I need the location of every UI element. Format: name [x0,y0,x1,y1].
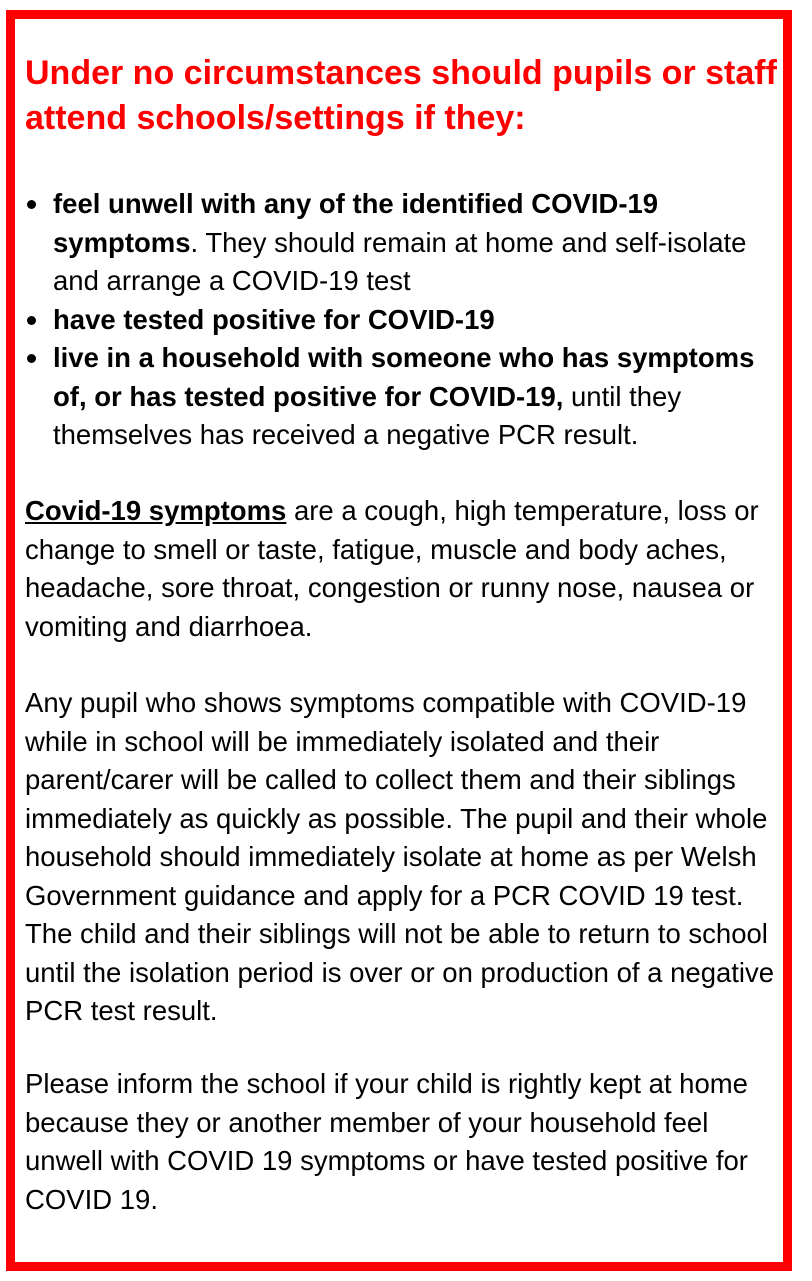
criteria-list [25,185,780,455]
bullet-icon [27,200,36,209]
notice-heading: Under no circumstances should pupils or staff attend schools/settings if they: [25,54,777,137]
inform-school-paragraph: Please inform the school if your child is rightly kept at home because they or another member of your household feel unwell with COVID 19 symptoms or have tested positive for COVID 19. [25,1068,748,1215]
list-item [25,339,780,455]
bullet-bold-text: feel unwell with any of the identified COVID-19 symptoms [53,188,659,258]
bullet-bold-text: have tested positive for COVID-19 [53,303,495,335]
symptoms-text: are a cough, high temperature, loss or change to smell or taste, fatigue, muscle and body aches, headache, sore throat, congestion or runny nose, nausea or vomiting and diarrhoea. [25,495,759,642]
bullet-bold-text: live in a household with someone who has symptoms of, or has tested positive for COVID-19, [53,342,755,412]
bullet-text: until they themselves has received a negative PCR result. [53,380,682,450]
bullet-text: . They should remain at home and self-isolate and arrange a COVID-19 test [53,226,747,296]
pupil-isolation-paragraph: Any pupil who shows symptoms compatible with COVID-19 while in school will be immediately isolated and their parent/carer will be called to collect them and their siblings immediately as quickly as possible. The pupil and their whole household should immediately isolate at home as per Welsh Government guidance and apply for a PCR COVID 19 test. The child and their siblings will not be able to return to school until the isolation period is over or on production of a negative PCR test result. [25,687,775,1026]
bullet-icon [27,316,36,325]
list-item [25,185,780,301]
symptoms-paragraph [25,492,780,646]
symptoms-label: Covid-19 symptoms [25,495,287,526]
list-item [25,301,780,340]
bullet-icon [27,354,36,363]
